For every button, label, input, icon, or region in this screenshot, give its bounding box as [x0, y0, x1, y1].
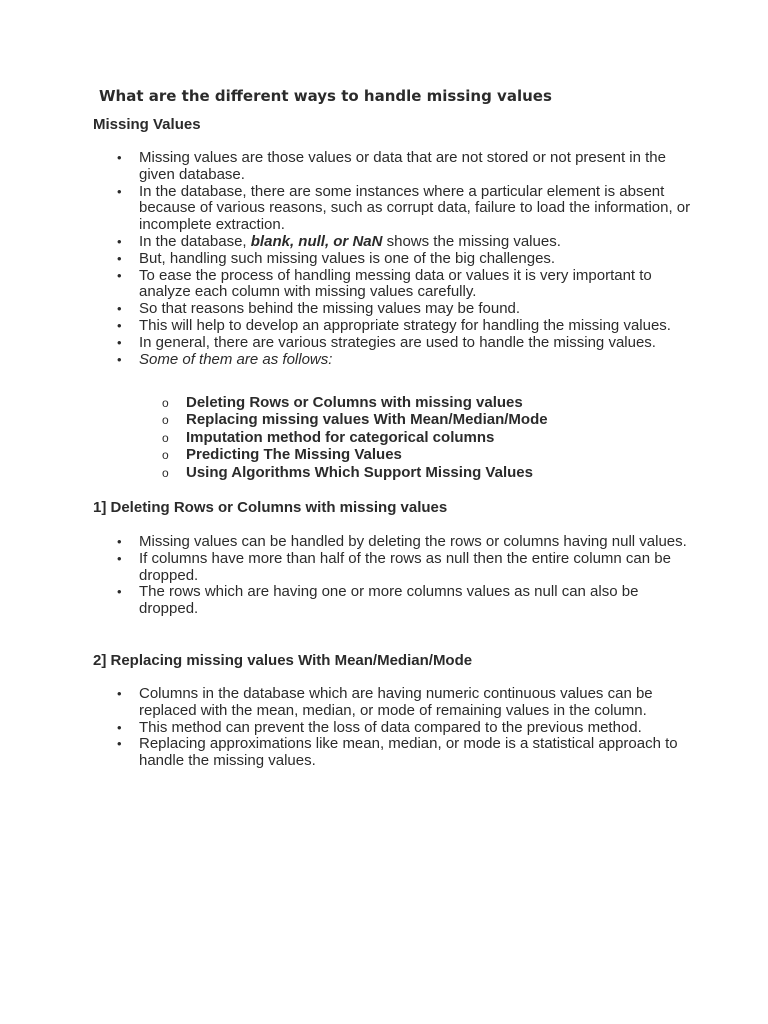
hollow-bullet-icon: o [162, 413, 169, 428]
bullet-icon: • [117, 233, 122, 249]
hollow-bullet-icon: o [162, 465, 169, 480]
bullet-icon: • [117, 584, 122, 600]
missing-values-heading: Missing Values [93, 116, 201, 133]
list-item [93, 318, 693, 335]
bullet-icon: • [117, 534, 122, 549]
list-item-text: If columns have more than half of the rows as null then the entire column can be dropped. [139, 549, 671, 584]
list-item-emphasis: blank, null, or NaN [250, 232, 383, 250]
sub-list-item [162, 464, 682, 481]
section-1-list [93, 534, 693, 618]
list-item [93, 736, 693, 770]
bullet-icon: • [117, 736, 122, 752]
sub-list-item-text: Using Algorithms Which Support Missing Values [186, 463, 533, 481]
bullet-icon: • [117, 334, 122, 350]
bullet-icon: • [117, 301, 122, 317]
list-item [93, 335, 693, 352]
list-item [93, 686, 693, 720]
strategies-sub-list [162, 394, 682, 481]
list-item-text: But, handling such missing values is one of the big challenges. [139, 249, 556, 267]
bullet-icon: • [117, 351, 122, 367]
list-item [93, 268, 693, 302]
sub-list-item-text: Predicting The Missing Values [186, 446, 402, 464]
sub-list-item [162, 446, 682, 463]
list-item-text: This method can prevent the loss of data compared to the previous method. [139, 718, 642, 736]
sub-list-item-text: Deleting Rows or Columns with missing values [186, 394, 523, 411]
section-2-list [93, 686, 693, 770]
list-item-text: To ease the process of handling messing data or values it is very important to analyze each column with missing values carefully. [139, 266, 652, 301]
sub-list-item [162, 429, 682, 446]
list-item [93, 234, 693, 251]
list-item-text: In the database, there are some instances where a particular element is absent because of various reasons, such as corrupt data, failure to load the information, or incomplete extraction. [139, 182, 691, 234]
list-item-text: Missing values are those values or data that are not stored or not present in the given database. [139, 149, 666, 183]
list-item-text: Some of them are as follows: [139, 350, 333, 368]
section-1-heading: 1] Deleting Rows or Columns with missing values [93, 499, 448, 516]
hollow-bullet-icon: o [162, 448, 169, 463]
list-item [93, 251, 693, 268]
list-item-text: In general, there are various strategies are used to handle the missing values. [139, 333, 656, 351]
list-item [93, 352, 693, 369]
list-item [93, 301, 693, 318]
list-item [93, 584, 693, 618]
list-item-text-suffix: shows the missing values. [382, 232, 561, 250]
list-item-text-prefix: In the database, [139, 232, 251, 250]
page-title: What are the different ways to handle missing values [99, 87, 552, 105]
list-item [93, 534, 693, 551]
hollow-bullet-icon: o [162, 396, 169, 410]
sub-list-item-text: Replacing missing values With Mean/Median/Mode [186, 411, 548, 429]
bullet-icon: • [117, 686, 122, 701]
list-item-text: This will help to develop an appropriate strategy for handling the missing values. [139, 316, 671, 334]
bullet-icon: • [117, 267, 122, 283]
list-item [93, 150, 693, 184]
list-item-text: Missing values can be handled by deleting the rows or columns having null values. [139, 533, 687, 550]
list-item-text: Columns in the database which are having numeric continuous values can be replaced with the mean, median, or mode of remaining values in the column. [139, 685, 653, 719]
bullet-icon: • [117, 719, 122, 735]
list-item [93, 184, 693, 234]
list-item-text: The rows which are having one or more columns values as null can also be dropped. [139, 583, 639, 618]
sub-list-item-text: Imputation method for categorical columns [186, 428, 495, 446]
sub-list-item [162, 394, 682, 411]
hollow-bullet-icon: o [162, 430, 169, 445]
bullet-icon: • [117, 317, 122, 333]
list-item [93, 551, 693, 585]
missing-values-list [93, 150, 693, 368]
bullet-icon: • [117, 250, 122, 266]
section-2-heading: 2] Replacing missing values With Mean/Median/Mode [93, 652, 473, 669]
sub-list-item [162, 411, 682, 428]
list-item-text: Replacing approximations like mean, median, or mode is a statistical approach to handle the missing values. [139, 735, 678, 770]
list-item [93, 720, 693, 737]
bullet-icon: • [117, 183, 122, 199]
bullet-icon: • [117, 150, 122, 165]
list-item-text: So that reasons behind the missing values may be found. [139, 300, 521, 318]
bullet-icon: • [117, 550, 122, 566]
